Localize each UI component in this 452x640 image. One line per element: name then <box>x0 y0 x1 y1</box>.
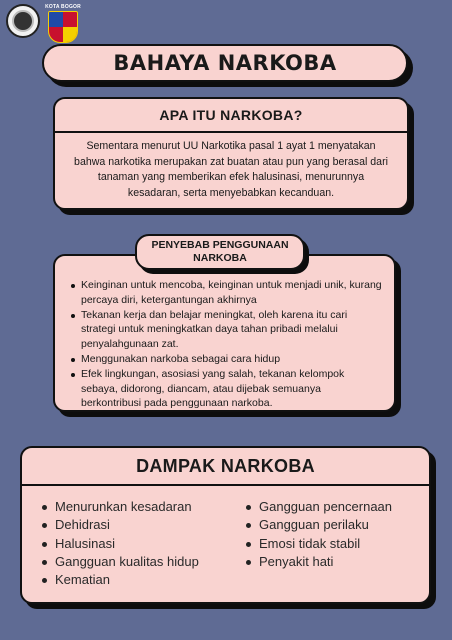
dampak-narkoba-card <box>20 446 431 604</box>
kota-bogor-shield-icon <box>48 11 78 43</box>
list-item: Gangguan kualitas hidup <box>42 553 246 571</box>
dampak-list-right <box>246 498 392 589</box>
dampak-header <box>22 448 429 486</box>
page-title: BAHAYA NARKOBA <box>113 51 337 75</box>
title-banner <box>42 44 408 82</box>
list-item: Menurunkan kesadaran <box>42 498 246 516</box>
penyebab-heading-line2: NARKOBA <box>193 252 247 264</box>
list-item: Emosi tidak stabil <box>246 535 392 553</box>
logo-row <box>6 4 80 44</box>
apa-heading: APA ITU NARKOBA? <box>159 107 303 123</box>
list-item: Gangguan perilaku <box>246 516 392 534</box>
penyebab-heading <box>151 239 288 265</box>
list-item: Menggunakan narkoba sebagai cara hidup <box>71 352 382 367</box>
list-item: Halusinasi <box>42 535 246 553</box>
penyebab-list <box>55 256 394 411</box>
kota-bogor-label: KOTA BOGOR <box>45 4 81 10</box>
dampak-list-left <box>42 498 246 589</box>
list-item: Gangguan pencernaan <box>246 498 392 516</box>
kota-bogor-logo <box>46 4 80 43</box>
university-seal-icon <box>6 4 40 38</box>
dampak-heading: DAMPAK NARKOBA <box>136 455 315 476</box>
list-item: Dehidrasi <box>42 516 246 534</box>
list-item: Penyakit hati <box>246 553 392 571</box>
apa-body-text: Sementara menurut UU Narkotika pasal 1 ayat 1 menyatakan bahwa narkotika merupakan zat buatan atau pun yang berasal dari tanaman yang memberikan efek halusinasi, menurunnya kesadaran, serta menyebabkan kecanduan. <box>74 140 388 199</box>
penyebab-heading-pill <box>135 234 305 270</box>
list-item: Tekanan kerja dan belajar meningkat, oleh karena itu cari strategi untuk meningkatkan daya tahan pribadi melalui penyalahgunaan zat. <box>71 308 382 352</box>
dampak-columns <box>22 486 429 589</box>
penyebab-heading-line1: PENYEBAB PENGGUNAAN <box>151 239 289 251</box>
apa-itu-narkoba-card <box>53 97 409 210</box>
penyebab-card <box>53 254 396 412</box>
list-item: Keinginan untuk mencoba, keinginan untuk menjadi unik, kurang percaya diri, ketergantungan akhirnya <box>71 278 382 308</box>
apa-header <box>55 99 407 133</box>
list-item: Efek lingkungan, asosiasi yang salah, tekanan kelompok sebaya, didorong, diancam, atau dijebak semuanya berkontribusi pada penggunaan narkoba. <box>71 367 382 411</box>
list-item: Kematian <box>42 571 246 589</box>
